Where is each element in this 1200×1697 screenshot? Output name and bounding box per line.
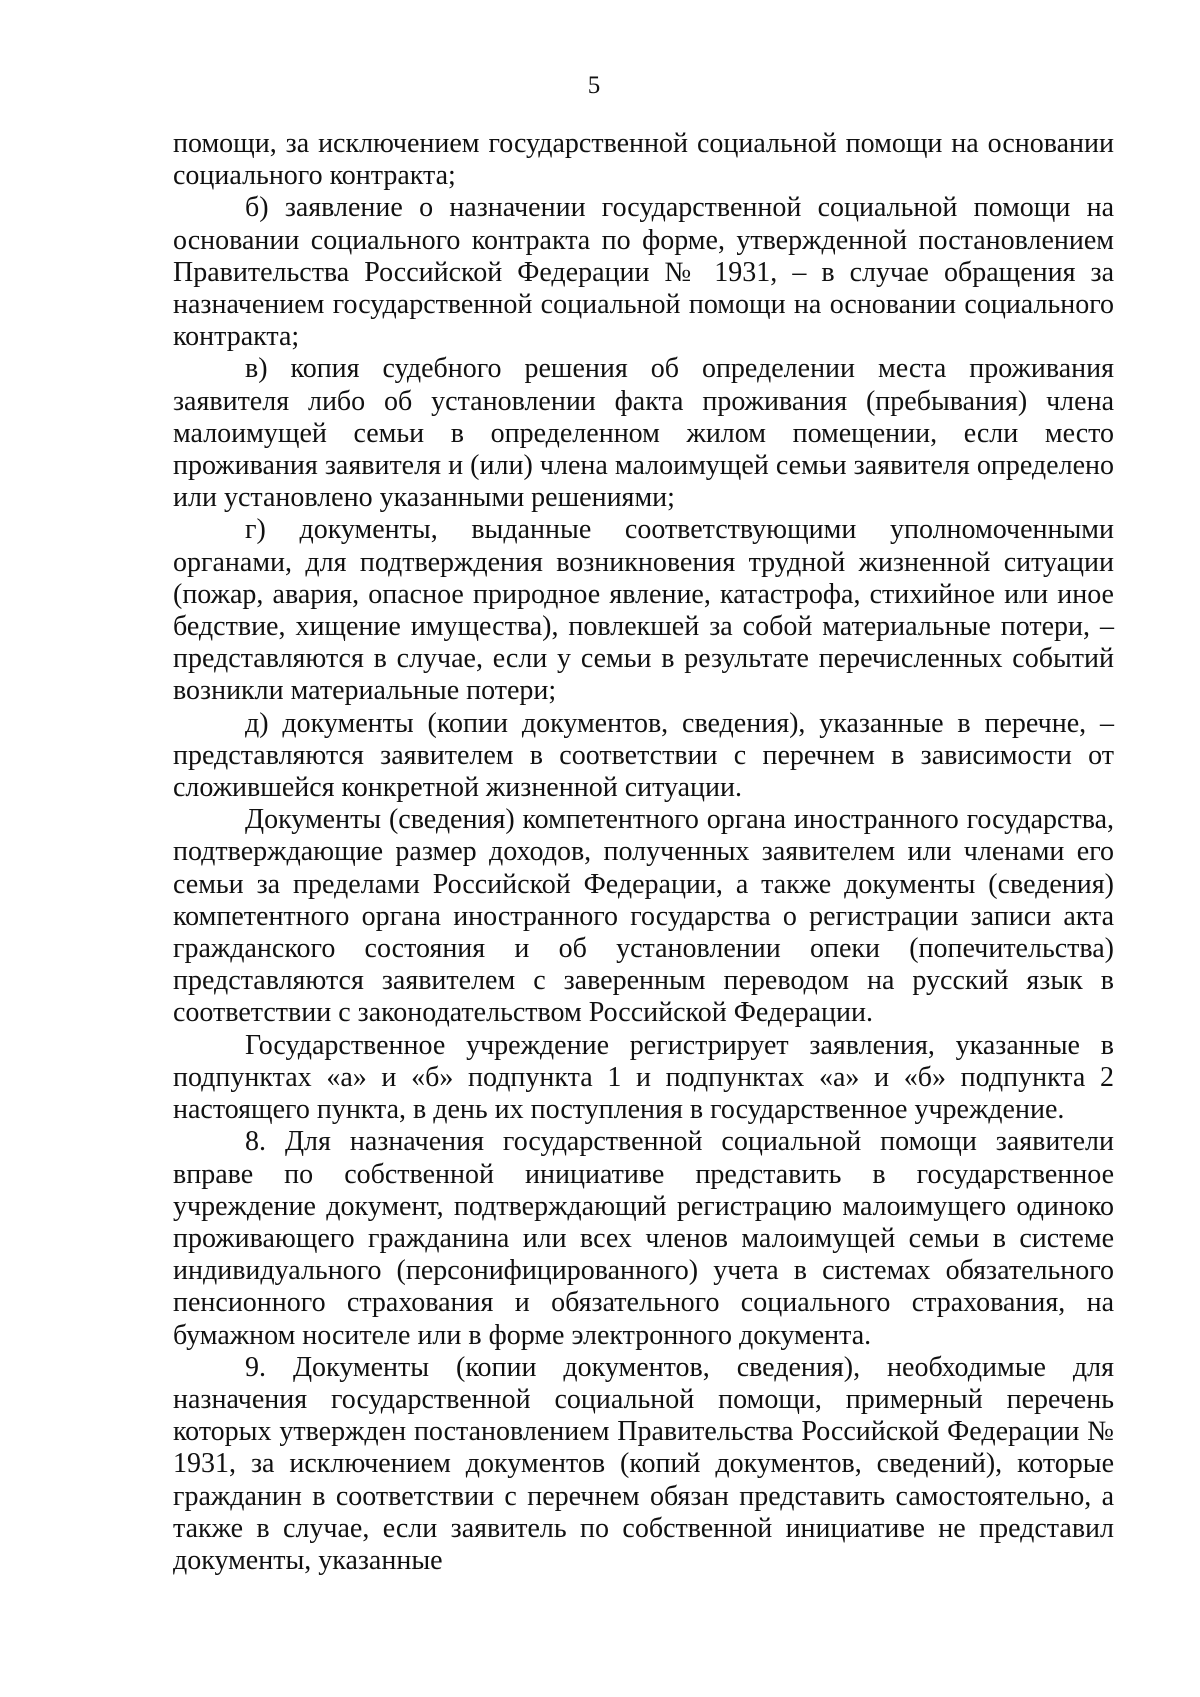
paragraph-subitem-b: б) заявление о назначении государственной социальной помощи на основании социального контракта по форме, утвержденной постановлением Правительства Российской Федерации № 1931, – в случае обращения за назначением государственной социальной помощи на основании социального контракта;	[173, 192, 1114, 353]
paragraph-foreign-documents: Документы (сведения) компетентного органа иностранного государства, подтверждающие размер доходов, полученных заявителем или членами его семьи за пределами Российской Федерации, а также документы (сведения) компетентного органа иностранного государства о регистрации записи акта гражданского состояния и об установлении опеки (попечительства) представляются заявителем с заверенным переводом на русский язык в соответствии с законодательством Российской Федерации.	[173, 804, 1114, 1029]
paragraph-continuation: помощи, за исключением государственной социальной помощи на основании социального контракта;	[173, 128, 1114, 192]
paragraph-registration: Государственное учреждение регистрирует заявления, указанные в подпунктах «а» и «б» подпункта 1 и подпунктах «а» и «б» подпункта 2 настоящего пункта, в день их поступления в государственное учреждение.	[173, 1029, 1114, 1126]
paragraph-item-9: 9. Документы (копии документов, сведения), необходимые для назначения государственной социальной помощи, примерный перечень которых утвержден постановлением Правительства Российской Федерации № 1931, за исключением документов (копий документов, сведений), которые гражданин в соответствии с перечнем обязан представить самостоятельно, а также в случае, если заявитель по собственной инициативе не представил документы, указанные	[173, 1351, 1114, 1576]
paragraph-subitem-v: в) копия судебного решения об определении места проживания заявителя либо об установлении факта проживания (пребывания) члена малоимущей семьи в определенном жилом помещении, если место проживания заявителя и (или) члена малоимущей семьи заявителя определено или установлено указанными решениями;	[173, 353, 1114, 514]
document-body	[173, 128, 1114, 1577]
page-number: 5	[587, 72, 601, 99]
paragraph-subitem-g: г) документы, выданные соответствующими уполномоченными органами, для подтверждения возникновения трудной жизненной ситуации (пожар, авария, опасное природное явление, катастрофа, стихийное или иное бедствие, хищение имущества), повлекшей за собой материальные потери, – представляются в случае, если у семьи в результате перечисленных событий возникли материальные потери;	[173, 514, 1114, 707]
paragraph-item-8: 8. Для назначения государственной социальной помощи заявители вправе по собственной инициативе представить в государственное учреждение документ, подтверждающий регистрацию малоимущего одиноко проживающего гражданина или всех членов малоимущей семьи в системе индивидуального (персонифицированного) учета в системах обязательного пенсионного страхования и обязательного социального страхования, на бумажном носителе или в форме электронного документа.	[173, 1126, 1114, 1351]
paragraph-subitem-d: д) документы (копии документов, сведения), указанные в перечне, – представляются заявителем в соответствии с перечнем в зависимости от сложившейся конкретной жизненной ситуации.	[173, 707, 1114, 804]
